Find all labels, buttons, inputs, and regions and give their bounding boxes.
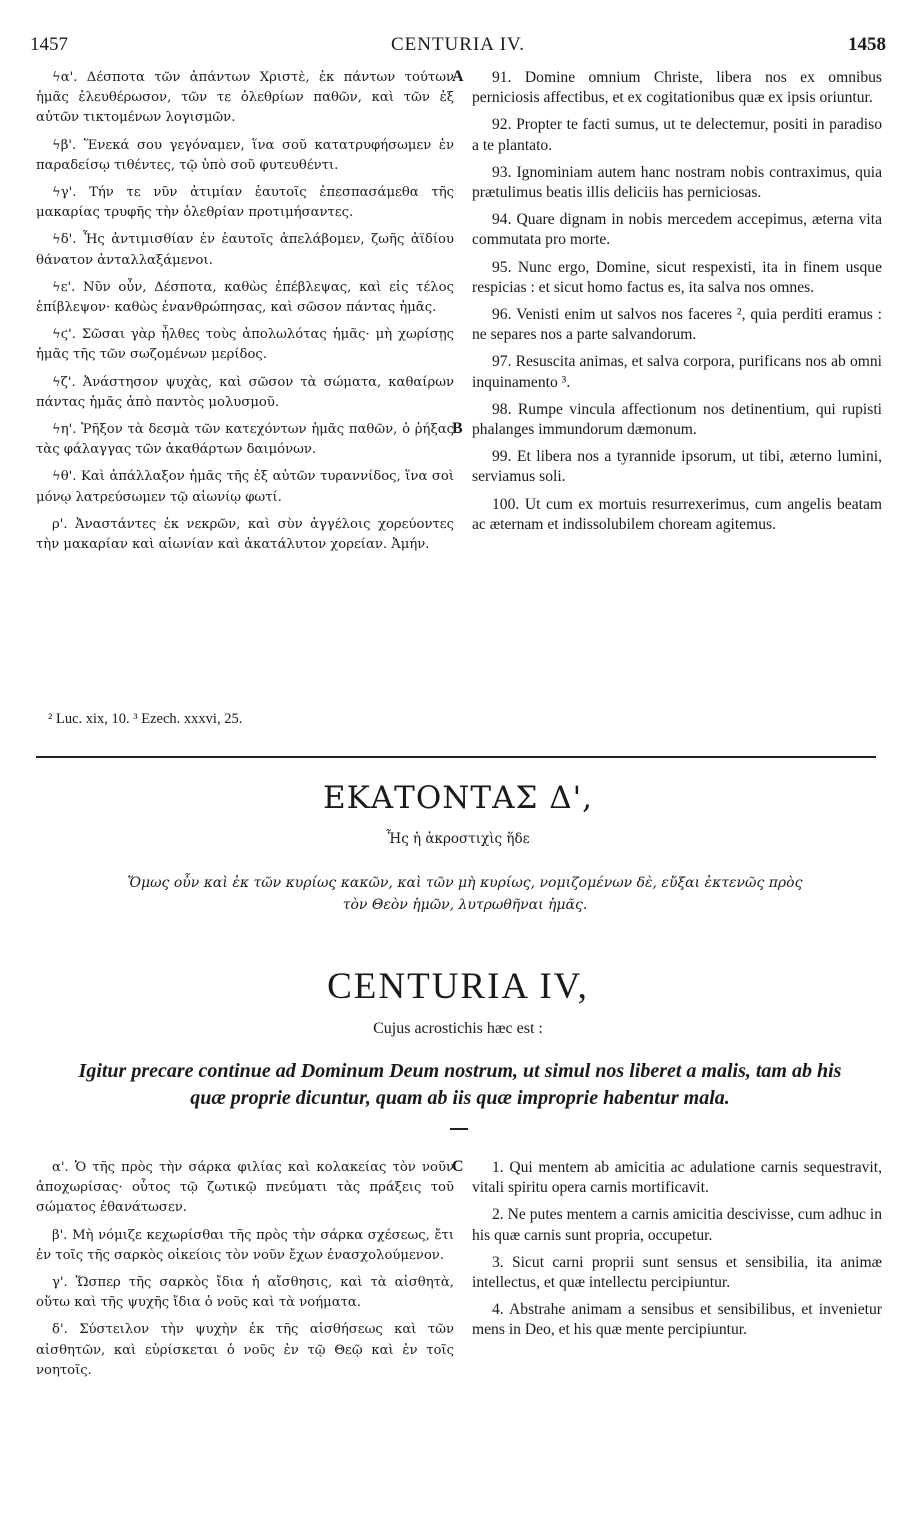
latin-column-bottom [472,1158,882,1348]
short-rule [450,1128,468,1130]
latin-acrostic: Igitur precare continue ad Dominum Deum nostrum, ut simul nos liberet a malis, tam ab his quæ proprie dicuntur, quam ab iis quæ improprie habentur mala. [78,1060,842,1109]
latin-paragraph: 4. Abstrahe animam a sensibus et sensibilibus, et invenietur mens in Deo, et his quæ mente percipiuntur. [472,1301,882,1339]
margin-mark-b: B [452,420,463,437]
greek-paragraph: ϟβ'. Ἕνεκά σου γεγόναμεν, ἵνα σοῦ κατατρυφήσωμεν ἐν παραδείσῳ τιθέντες, τῷ ὑπὸ σοῦ φυτευθέντι. [36,137,454,173]
greek-paragraph: ϟθ'. Καὶ ἀπάλλαξον ἡμᾶς τῆς ἐξ αὐτῶν τυραννίδος, ἵνα σοὶ μόνῳ λατρεύσωμεν τῷ αἰωνίῳ φωτί. [36,469,454,505]
greek-paragraph: ϟε'. Νῦν οὖν, Δέσποτα, καθὼς ἐπέβλεψας, καὶ εἰς τέλος ἐπίβλεψον· καθὼς ἐνανθρώπησας, καὶ σῶσον πάντας ἡμᾶς. [36,279,454,316]
greek-paragraph: ϟη'. Ῥῆξον τὰ δεσμὰ τῶν κατεχόντων ἡμᾶς παθῶν, ὁ ῥήξας τὰς φάλαγγας τῶν ἀκαθάρτων δαιμόνων. [36,422,454,458]
latin-paragraph: 3. Sicut carni proprii sunt sensus et sensibilia, ita animæ intellectus, et quæ intellectu percipiuntur. [472,1253,882,1292]
latin-paragraph: 93. Ignominiam autem hanc nostram nobis contraximus, quia prætulimus beatis illis deliciis has perniciosas. [472,163,882,202]
latin-paragraph: 1. Qui mentem ab amicitia ac adulatione carnis sequestravit, vitali spiritu opera carnis mortificavit. [472,1159,882,1197]
latin-paragraph: 92. Propter te facti sumus, ut te delectemur, positi in paradiso a te plantato. [472,116,882,154]
running-title: CENTURIA IV. [390,34,526,55]
latin-paragraph: 94. Quare dignam in nobis mercedem accepimus, æterna vita commutata pro morte. [472,211,882,249]
latin-heading: CENTURIA IV, [327,966,589,1007]
latin-paragraph: 98. Rumpe vincula affectionum nos detinentium, qui rupisti phalanges immundorum dæmonum. [472,400,882,439]
greek-paragraph: ϟδ'. Ἧς ἀντιμισθίαν ἐν ἑαυτοῖς ἀπελάβομεν, ζωῆς ἀϊδίου θάνατον ἀνταλλαξάμενοι. [36,232,454,268]
greek-paragraph: δ'. Σύστειλον τὴν ψυχὴν ἐκ τῆς αἰσθήσεως καὶ τῶν αἰσθητῶν, καὶ εὑρίσκεται ὁ νοῦς ἐν τῷ Θεῷ καὶ ἐν τοῖς νοητοῖς. [36,1322,454,1378]
greek-column-bottom [36,1158,454,1388]
greek-heading: ΕΚΑΤΟΝΤΑΣ Δ', [323,780,593,816]
greek-paragraph: β'. Μὴ νόμιζε κεχωρίσθαι τῆς πρὸς τὴν σάρκα σχέσεως, ἔτι ἐν τοῖς τῆς σαρκὸς οἰκείοις τὸν νοῦν ἔχων ἐνασχολούμενον. [36,1227,454,1263]
greek-paragraph: ϟγ'. Τήν τε νῦν ἀτιμίαν ἑαυτοῖς ἐπεσπασάμεθα τῆς μακαρίας τρυφῆς τὴν ὀλεθρίαν προτιμήσαντες. [36,185,454,221]
running-head [30,34,886,60]
latin-paragraph: 91. Domine omnium Christe, libera nos ex omnibus perniciosis affectibus, et ex cogitationibus quæ ex ipsis oriuntur. [472,69,882,107]
greek-subheading: Ἧς ἡ ἀκροστιχὶς ἥδε [386,831,530,847]
greek-paragraph: ρ'. Ἀναστάντες ἐκ νεκρῶν, καὶ σὺν ἀγγέλοις χορεύοντες τὴν μακαρίαν καὶ αἰωνίαν καὶ ἀκατάλυτον χορείαν. Ἀμήν. [36,516,454,553]
latin-paragraph: 2. Ne putes mentem a carnis amicitia descivisse, cum adhuc in his quæ carnis sunt propria, occupetur. [472,1206,882,1244]
section-divider [36,756,876,758]
greek-paragraph: α'. Ὁ τῆς πρὸς τὴν σάρκα φιλίας καὶ κολακείας τὸν νοῦν ἀποχωρίσας· οὗτος τῷ ζωτικῷ πνεύματι τὰς πράξεις τοῦ σώματος ἐθανάτωσεν. [36,1160,454,1216]
latin-subheading: Cujus acrostichis hæc est : [373,1020,543,1037]
margin-mark-a: A [452,68,464,85]
greek-column-top [36,68,454,562]
greek-paragraph: γ'. Ὥσπερ τῆς σαρκὸς ἴδια ἡ αἴσθησις, καὶ τὰ αἰσθητὰ, οὕτω καὶ τῆς ψυχῆς ἴδια ὁ νοῦς καὶ τὰ νοήματα. [36,1275,454,1311]
latin-paragraph: 95. Nunc ergo, Domine, sicut respexisti, ita in finem usque respicias : et sicut homo factus es, ita salva nos omnes. [472,258,882,296]
latin-column-top [472,68,882,542]
greek-paragraph: ϟα'. Δέσποτα τῶν ἁπάντων Χριστὲ, ἐκ πάντων τούτων ἡμᾶς ἐλευθέρωσον, τῶν τε ὀλεθρίων παθῶν, καὶ τῶν ἐξ αὐτῶν τικτομένων λογισμῶν. [36,70,454,126]
latin-paragraph: 100. Ut cum ex mortuis resurrexerimus, cum angelis beatam ac æternam et indissolubilem choream agitemus. [472,495,882,533]
latin-paragraph: 97. Resuscita animas, et salva corpora, purificans nos ab omni inquinamento ³. [472,353,882,391]
margin-mark-c: C [452,1158,464,1175]
footnote: ² Luc. xix, 10. ³ Ezech. xxxvi, 25. [48,711,243,727]
greek-acrostic: Ὅμως οὖν καὶ ἐκ τῶν κυρίως κακῶν, καὶ τῶν μὴ κυρίως, νομιζομένων δὲ, εὔξαι ἐκτενῶς πρὸς τὸν Θεὸν ἡμῶν, λυτρωθῆναι ἡμᾶς. [127,875,803,913]
latin-paragraph: 96. Venisti enim ut salvos nos faceres ², quia perditi eramus : ne separes nos a parte salvandorum. [472,306,882,344]
page-number-left: 1457 [30,34,68,55]
latin-paragraph: 99. Et libera nos a tyrannide ipsorum, ut tibi, æterno lumini, serviamus soli. [472,448,882,486]
greek-paragraph: ϟζ'. Ἀνάστησον ψυχὰς, καὶ σῶσον τὰ σώματα, καθαίρων πάντας ἡμᾶς ἀπὸ παντὸς μολυσμοῦ. [36,374,454,410]
page-number-right: 1458 [848,34,886,55]
greek-paragraph: ϟϛ'. Σῶσαι γὰρ ἦλθες τοὺς ἀπολωλότας ἡμᾶς· μὴ χωρίσῃς ἡμᾶς τῆς τῶν σωζομένων μερίδος. [36,327,454,363]
